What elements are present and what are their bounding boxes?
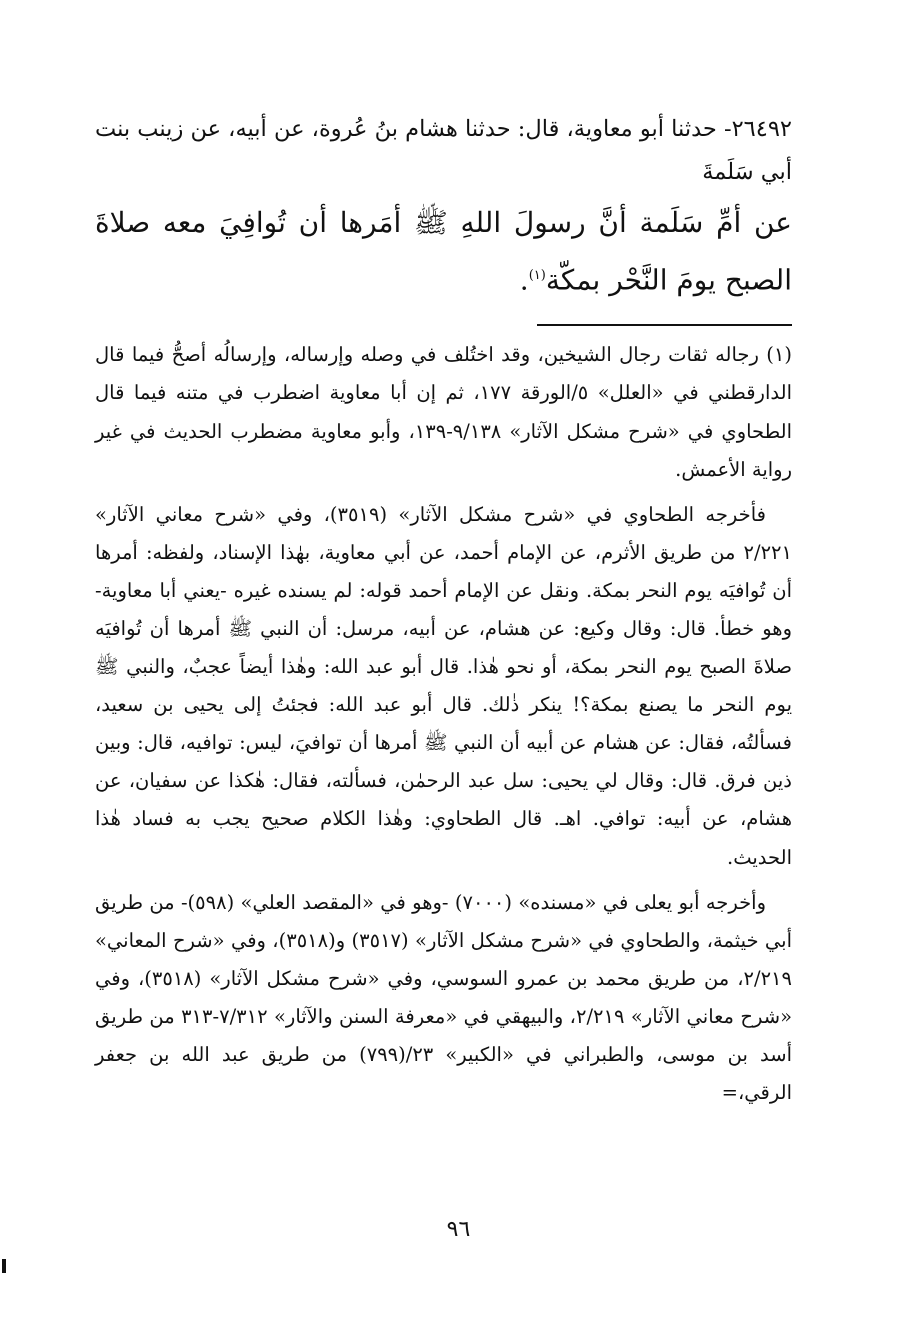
- footnote-separator: [537, 324, 792, 326]
- footnote-paragraph: وأخرجه أبو يعلى في «مسنده» (٧٠٠٠) -وهو في «المقصد العلي» (٥٩٨)- من طريق أبي خيثمة، والطحاوي في «شرح مشكل الآثار» (٣٥١٧) و(٣٥١٨)، وفي «شرح المعاني» ٢/٢١٩، من طريق محمد بن عمرو السوسي، وفي «شرح مشكل الآثار» (٣٥١٨)، وفي «شرح معاني الآثار» ٢/٢١٩، والبيهقي في «معرفة السنن والآثار» ٧/٣١٢-٣١٣ من طريق أسد بن موسى، والطبراني في «الكبير» ٢٣/(٧٩٩) من طريق عبد الله بن جعفر الرقي،=: [95, 890, 793, 1105]
- footnote-1: [95, 336, 792, 488]
- hadith-matn-end: .: [519, 263, 529, 297]
- hadith-matn: [95, 196, 792, 306]
- scan-edge-mark: [2, 1259, 6, 1273]
- footnote-paragraph: فأخرجه الطحاوي في «شرح مشكل الآثار» (٣٥١٩)، وفي «شرح معاني الآثار» ٢/٢٢١ من طريق الأثرم، عن الإمام أحمد، عن أبي معاوية، بهٰذا الإسناد، ولفظه: أمرها أن تُوافيَه يوم النحر بمكة. ونقل عن الإمام أحمد قوله: لم يسنده غيره -يعني أبا معاوية- وهو خطأ. قال: وقال وكيع: عن هشام، عن أبيه، مرسل: أن النبي ﷺ أمرها أن تُوافيَه صلاةَ الصبح يوم النحر بمكة، أو نحو هٰذا. قال أبو عبد الله: وهٰذا أيضاً عجبٌ، والنبي ﷺ يوم النحر ما يصنع بمكة؟! ينكر ذٰلك. قال أبو عبد الله: فجئتُ إلى يحيى بن سعيد، فسألتُه، فقال: عن هشام عن أبيه أن النبي ﷺ أمرها أن توافيَ، ليس: توافيه، قال: وبين ذين فرق. قال: وقال لي يحيى: سل عبد الرحمٰن، فسألته، فقال: هٰكذا عن سفيان، عن هشام، عن أبيه: توافي. اهـ. قال الطحاوي: وهٰذا الكلام صحيح يجب به فساد هٰذا الحديث.: [95, 502, 792, 869]
- hadith-matn-text: عن أمِّ سَلَمة أنَّ رسولَ اللهِ ﷺ أمَرها أن تُوافِيَ معه صلاةَ الصبح يومَ النَّحْر بمكّة: [95, 206, 792, 297]
- footnote-reference[interactable]: (١): [528, 268, 546, 283]
- footnote-marker: (١): [766, 343, 792, 367]
- footnote-text: رجاله ثقات رجال الشيخين، وقد اختُلف في وصله وإرساله، وإرسالُه أصحُّ فيما قال الدارقطني في «العلل» ٥/الورقة ١٧٧، ثم إن أبا معاوية اضطرب في متنه فيما قال الطحاوي في «شرح مشكل الآثار» ٩/١٣٨-١٣٩، وأبو معاوية مضطرب الحديث في غير رواية الأعمش.: [95, 343, 792, 481]
- page-number: ٩٦: [446, 1217, 471, 1242]
- page-body: [95, 108, 792, 1112]
- hadith-isnad: ٢٦٤٩٢- حدثنا أبو معاوية، قال: حدثنا هشام بنُ عُروة، عن أبيه، عن زينب بنت أبي سَلَمةَ: [95, 116, 792, 185]
